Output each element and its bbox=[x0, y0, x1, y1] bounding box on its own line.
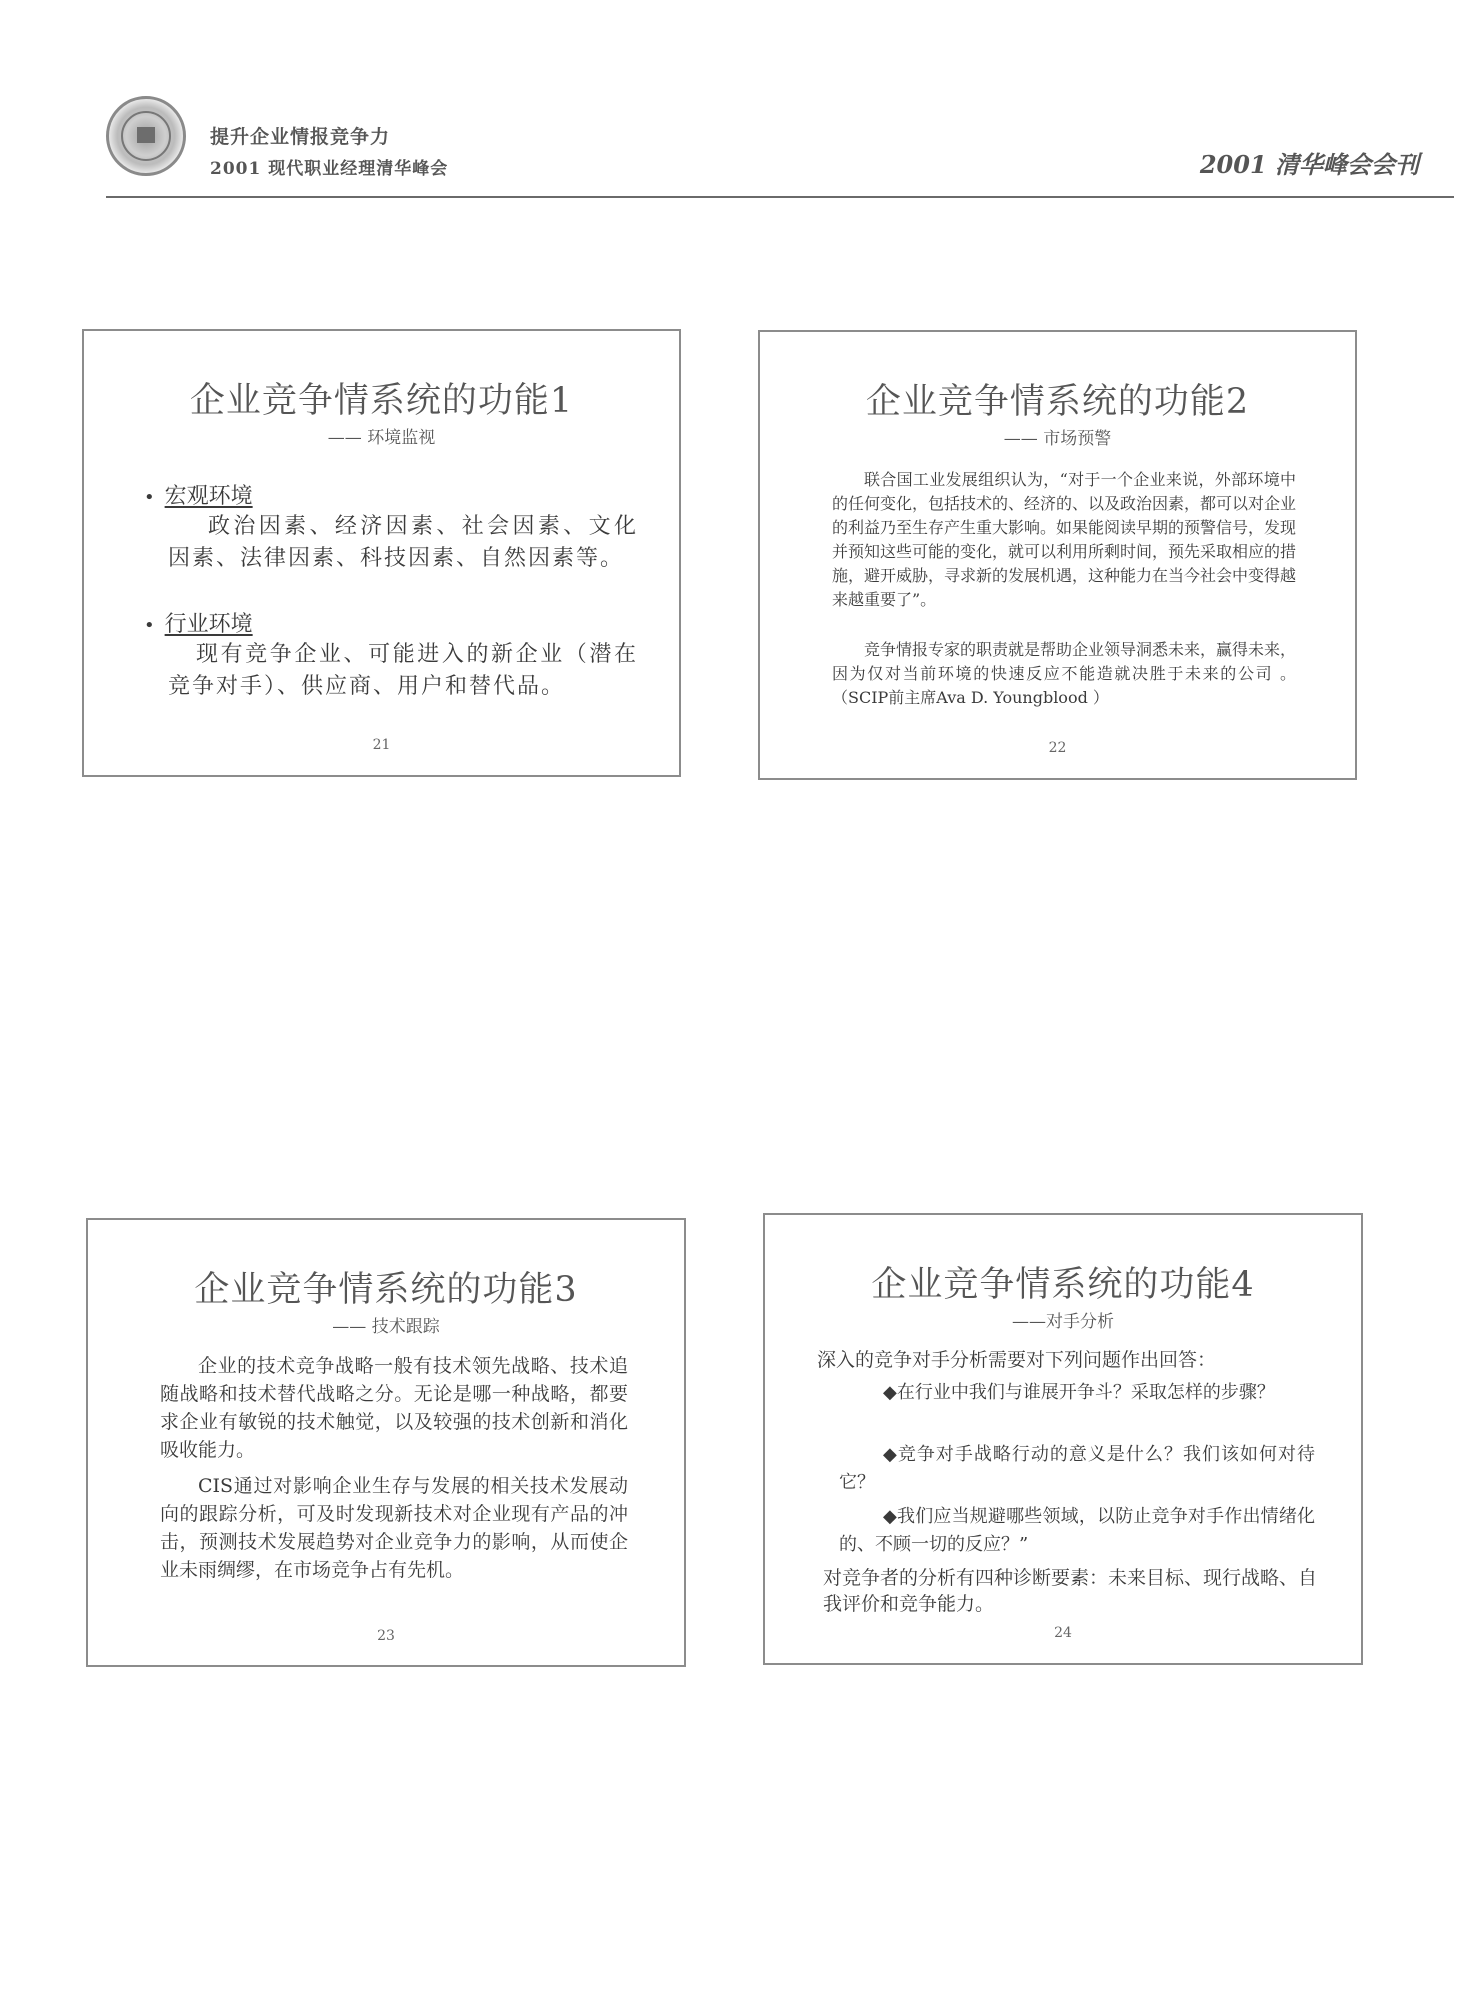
page-header bbox=[0, 0, 1469, 205]
slide-24 bbox=[763, 1213, 1363, 1665]
slide-subtitle: —— 技术跟踪 bbox=[332, 1317, 440, 1337]
slide-subtitle: ——对手分析 bbox=[1012, 1312, 1114, 1332]
slide-title: 企业竞争情系统的功能2 bbox=[865, 382, 1250, 422]
bullet-macro-text: 政治因素、经济因素、社会因素、文化因素、法律因素、科技因素、自然因素等。 bbox=[168, 514, 638, 571]
slide-paragraph-2: 竞争情报专家的职责就是帮助企业领导洞悉未来，赢得未来，因为仅对当前环境的快速反应不能造就决胜于未来的公司 。（SCIP前主席Ava D. Youngblood ） bbox=[832, 640, 1297, 707]
building-icon bbox=[137, 127, 155, 143]
question-1: ◆在行业中我们与谁展开争斗？采取怎样的步骤？ bbox=[883, 1382, 1275, 1403]
slide-intro: 深入的竞争对手分析需要对下列问题作出回答： bbox=[817, 1349, 1217, 1371]
slide-title: 企业竞争情系统的功能1 bbox=[189, 381, 574, 421]
slide-paragraph-1: 联合国工业发展组织认为，“对于一个企业来说，外部环境中的任何变化，包括技术的、经济的、以及政治因素，都可以对企业的利益乃至生存产生重大影响。如果能阅读早期的预警信号，发现并预知这些可能的变化，就可以利用所剩时间，预先采取相应的措施，避开威胁，寻求新的发展机遇，这种能力在当今社会中变得越来越重要了”。 bbox=[832, 470, 1297, 609]
bullet-dot-icon: • bbox=[144, 487, 155, 508]
slide-title: 企业竞争情系统的功能4 bbox=[871, 1265, 1255, 1305]
slide-page-number: 22 bbox=[1048, 740, 1067, 756]
bullet-industry-text: 现有竞争企业、可能进入的新企业（潜在竞争对手）、供应商、用户和替代品。 bbox=[168, 642, 638, 699]
slide-page-number: 21 bbox=[372, 737, 391, 753]
slide-page-number: 24 bbox=[1054, 1625, 1072, 1641]
header-title: 提升企业情报竞争力 bbox=[210, 126, 391, 148]
header-subtitle: 2001 现代职业经理清华峰会 bbox=[210, 159, 449, 179]
slide-21 bbox=[82, 329, 681, 777]
slide-outro: 对竞争者的分析有四种诊断要素：未来目标、现行战略、自我评价和竞争能力。 bbox=[823, 1567, 1318, 1615]
question-2: ◆竞争对手战略行动的意义是什么？我们该如何对待它？ bbox=[839, 1444, 1315, 1493]
university-seal-logo bbox=[106, 96, 186, 176]
seal-inner-icon bbox=[121, 111, 171, 161]
bullet-industry-environment: • 行业环境 bbox=[144, 612, 253, 637]
slide-title: 企业竞争情系统的功能3 bbox=[194, 1270, 578, 1310]
bullet-macro-environment: • 宏观环境 bbox=[144, 484, 253, 509]
question-3: ◆我们应当规避哪些领域，以防止竞争对手作出情绪化的、不顾一切的反应？” bbox=[839, 1506, 1315, 1555]
header-divider bbox=[106, 196, 1454, 198]
bullet-dot-icon: • bbox=[144, 615, 155, 636]
slide-paragraph-2: CIS通过对影响企业生存与发展的相关技术发展动向的跟踪分析，可及时发现新技术对企业现有产品的冲击，预测技术发展趋势对企业竞争力的影响，从而使企业未雨绸缪，在市场竞争占有先机。 bbox=[160, 1475, 628, 1581]
slide-23 bbox=[86, 1218, 686, 1667]
header-journal-title: 2001 清华峰会会刊 bbox=[1199, 150, 1419, 179]
slide-page-number: 23 bbox=[377, 1628, 395, 1644]
slide-subtitle: —— 环境监视 bbox=[327, 428, 436, 448]
slide-22 bbox=[758, 330, 1357, 780]
slide-subtitle: —— 市场预警 bbox=[1003, 429, 1112, 449]
slide-paragraph-1: 企业的技术竞争战略一般有技术领先战略、技术追随战略和技术替代战略之分。无论是哪一种战略，都要求企业有敏锐的技术触觉，以及较强的技术创新和消化吸收能力。 bbox=[160, 1355, 628, 1461]
